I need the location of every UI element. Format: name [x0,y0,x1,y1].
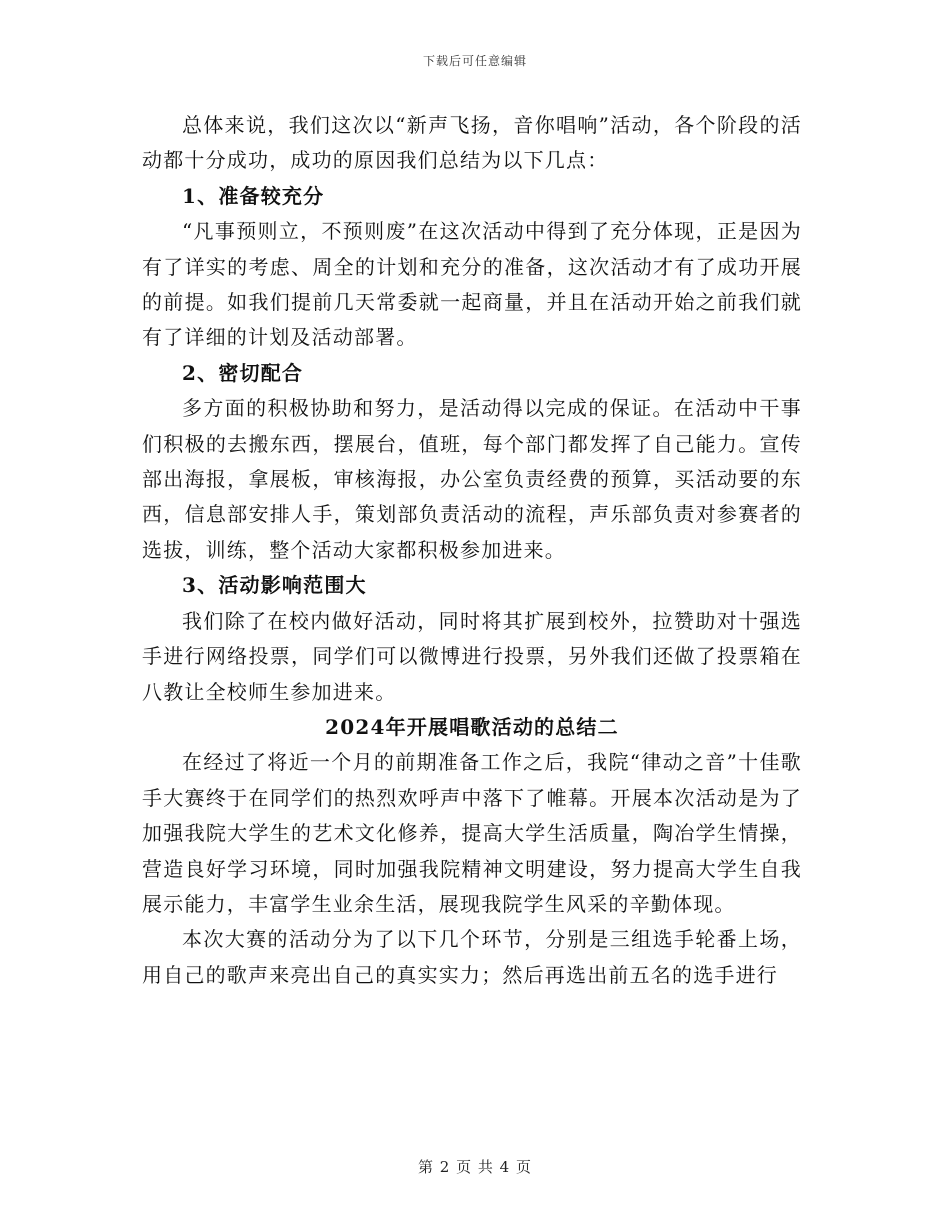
paragraph-influence: 我们除了在校内做好活动，同时将其扩展到校外，拉赞助对十强选手进行网络投票，同学们可以微博进行投票，另外我们还做了投票箱在八教让全校师生参加进来。 [142,608,802,704]
paragraph-contest-stages: 本次大赛的活动分为了以下几个环节，分别是三组选手轮番上场，用自己的歌声来亮出自己的真实实力；然后再选出前五名的选手进行 [142,927,802,987]
paragraph-preparation: “凡事预则立，不预则废”在这次活动中得到了充分体现，正是因为有了详实的考虑、周全的计划和充分的准备，这次活动才有了成功开展的前提。如我们提前几天常委就一起商量，并且在活动开始之前我们就有了详细的计划及活动部署。 [142,219,802,350]
paragraph-cooperation: 多方面的积极协助和努力，是活动得以完成的保证。在活动中干事们积极的去搬东西，摆展台，值班，每个部门都发挥了自己能力。宣传部出海报，拿展板，审核海报，办公室负责经费的预算，买活动要的东西，信息部安排人手，策划部负责活动的流程，声乐部负责对参赛者的选拔，训练，整个活动大家都积极参加进来。 [142,396,802,562]
page-footer: 第 2 页 共 4 页 [418,1158,532,1176]
document-body [142,108,802,993]
paragraph-summary: 总体来说，我们这次以“新声飞扬，音你唱响”活动，各个阶段的活动都十分成功，成功的原因我们总结为以下几点： [142,113,802,173]
heading-preparation: 1、准备较充分 [182,183,325,208]
heading-influence: 3、活动影响范围大 [182,573,367,598]
section-title: 2024年开展唱歌活动的总结二 [325,714,619,739]
paragraph-contest-intro: 在经过了将近一个月的前期准备工作之后，我院“律动之音”十佳歌手大赛终于在同学们的热烈欢呼声中落下了帷幕。开展本次活动是为了加强我院大学生的艺术文化修养，提高大学生活质量，陶冶学生情操，营造良好学习环境，同时加强我院精神文明建设，努力提高大学生自我展示能力，丰富学生业余生活，展现我院学生风采的辛勤体现。 [142,750,802,916]
heading-cooperation: 2、密切配合 [182,360,304,385]
header-note: 下载后可任意编辑 [422,54,527,68]
